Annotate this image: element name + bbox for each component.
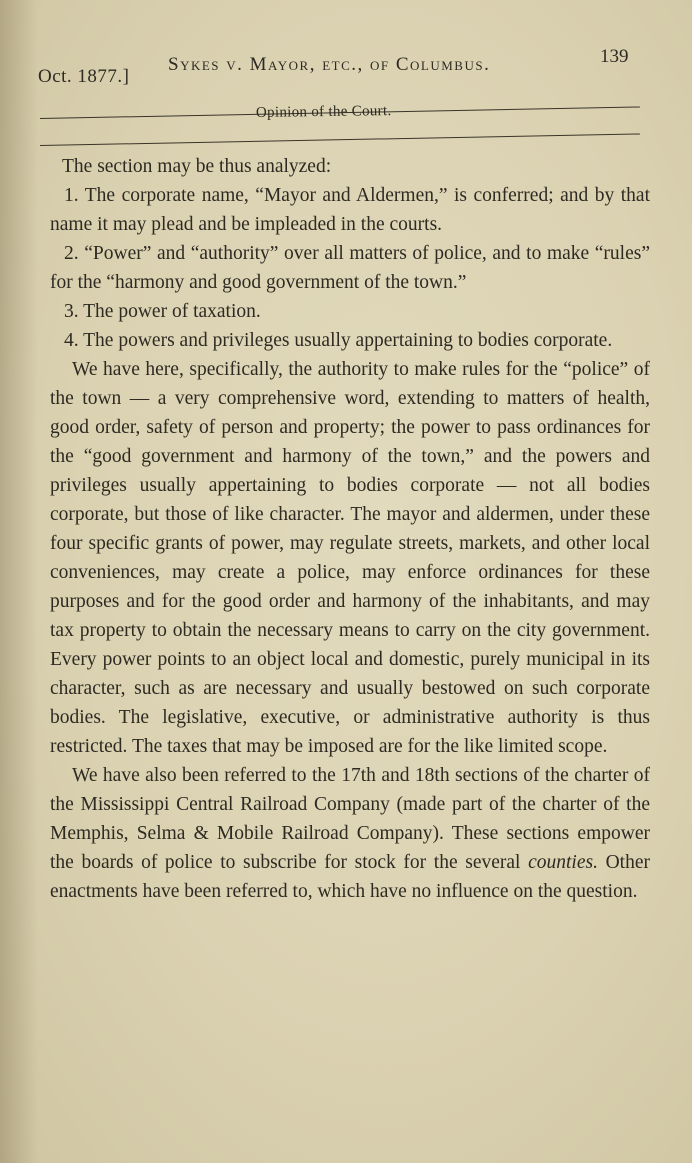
emphasized-word: counties.	[528, 852, 598, 873]
paragraph-text: We have also been referred to the 17th and 18th sections of the charter of the Mississippi Central Railroad Company (made part of the charter of the Memphis, Selma & Mobile Railroad Company). These sections empower the boards of police to subscribe for stock for the several	[50, 765, 650, 873]
paragraph-last	[50, 761, 650, 906]
paragraph: 2. “Power” and “authority” over all matters of police, and to make “rules” for the “harmony and good government of the town.”	[50, 243, 650, 293]
binding-shadow	[0, 0, 38, 1163]
running-header	[38, 42, 638, 87]
paragraph: 3. The power of taxation.	[64, 301, 261, 322]
paragraph: We have here, specifically, the authority to make rules for the “police” of the town — a very comprehensive word, extending to matters of health, good order, safety of person and property; the power to pass ordinances for the “good government and harmony of the town,” and the powers and privileges usually appertaining to bodies corporate — not all bodies corporate, but those of like character. The mayor and aldermen, under these four specific grants of power, may regulate streets, markets, and other local conveniences, may create a police, may enforce ordinances for these purposes and for the good order and harmony of the inhabitants, and may tax property to obtain the necessary means to carry on the city government. Every power points to an object local and domestic, purely municipal in its character, such as are necessary and usually bestowed on such corporate bodies. The legislative, executive, or administrative authority is thus restricted. The taxes that may be imposed are for the like limited scope.	[50, 359, 650, 757]
page-number: 139	[600, 46, 629, 67]
paragraph-text: Other enactments have been referred to, which have no influence on the question.	[50, 852, 650, 902]
opinion-text	[50, 152, 650, 906]
paragraph: 4. The powers and privileges usually appertaining to bodies corporate.	[64, 330, 613, 351]
section-subheading: Opinion of the Court.	[255, 103, 392, 121]
paragraph: 1. The corporate name, “Mayor and Aldermen,” is conferred; and by that name it may plead and be impleaded in the courts.	[50, 185, 650, 235]
header-date: Oct. 1877.]	[38, 66, 130, 87]
paragraph: The section may be thus analyzed:	[62, 156, 332, 177]
header-rule-bottom	[40, 133, 640, 146]
case-title: Sykes v. Mayor, etc., of Columbus.	[168, 54, 491, 75]
